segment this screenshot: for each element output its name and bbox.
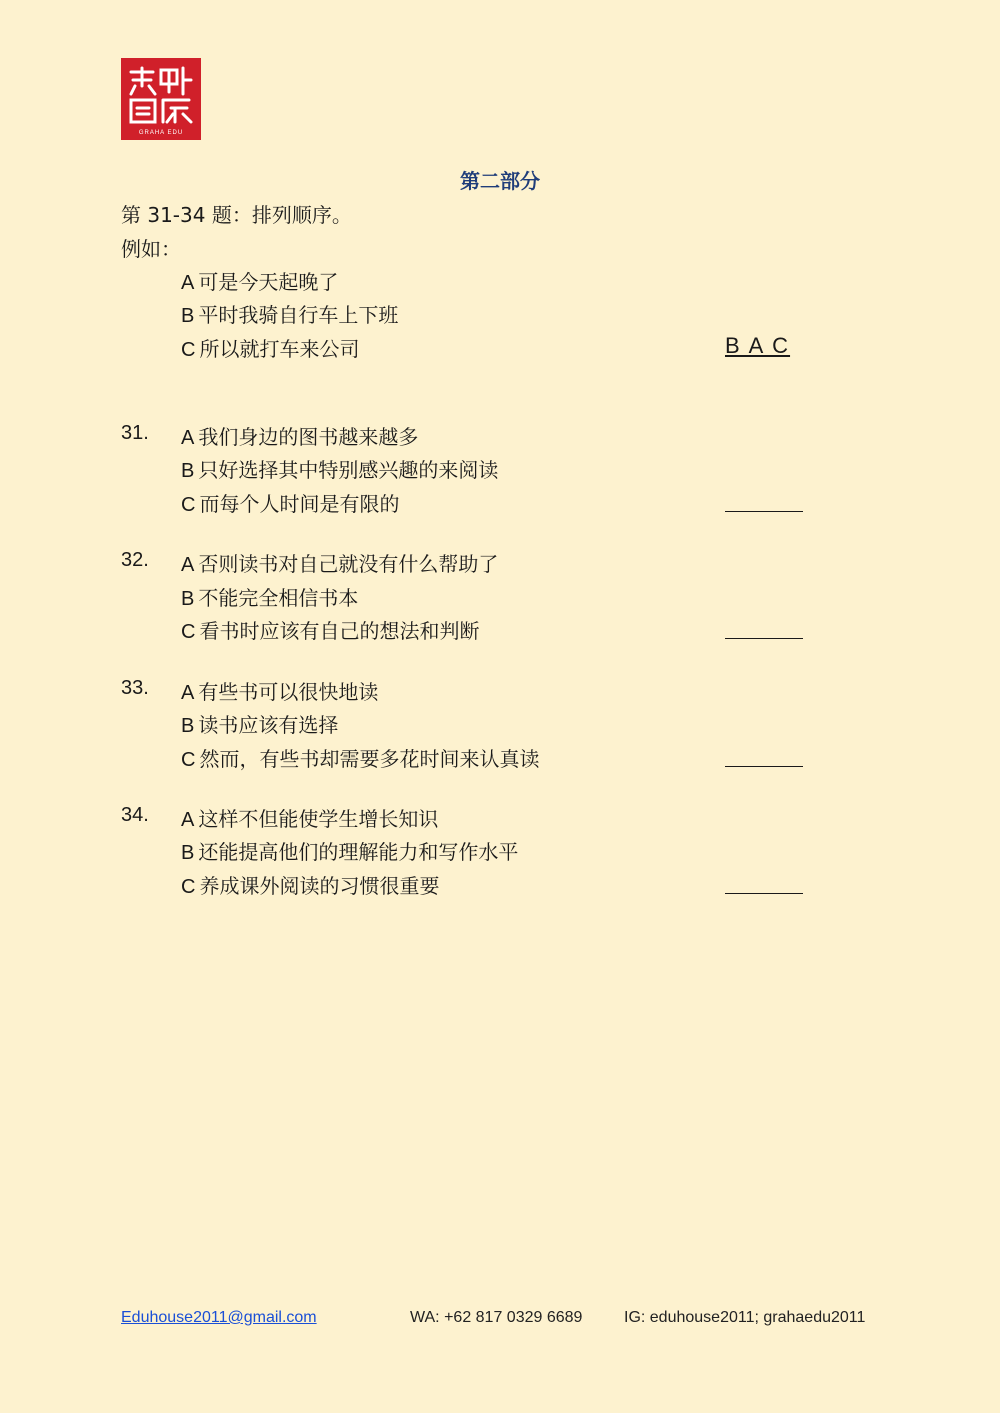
option-text: 这样不但能使学生增长知识 — [198, 807, 439, 831]
q34-option-c — [181, 870, 439, 899]
footer-whatsapp: WA: +62 817 0329 6689 — [410, 1309, 583, 1326]
option-text: 只好选择其中特别感兴趣的来阅读 — [198, 458, 499, 482]
example-label: 例如： — [121, 237, 181, 261]
option-text: 可是今天起晚了 — [198, 270, 339, 294]
question-number: 31. — [121, 422, 149, 444]
option-text: 平时我骑自行车上下班 — [198, 303, 399, 327]
section-title: 第二部分 — [460, 169, 540, 193]
option-letter: A — [181, 272, 195, 294]
option-text: 否则读书对自己就没有什么帮助了 — [198, 552, 499, 576]
q33-option-c — [181, 743, 539, 772]
q34-option-a — [181, 803, 438, 832]
q32-option-c — [181, 615, 479, 644]
example-option-b — [181, 299, 398, 328]
q32-option-b — [181, 582, 358, 611]
logo-seal-icon — [127, 64, 195, 126]
q31-option-a — [181, 421, 418, 450]
option-letter: B — [181, 305, 195, 327]
q33-option-a — [181, 676, 378, 705]
option-text: 我们身边的图书越来越多 — [198, 425, 419, 449]
option-letter: C — [181, 876, 196, 898]
option-text: 还能提高他们的理解能力和写作水平 — [198, 840, 519, 864]
q32-option-a — [181, 548, 498, 577]
question-number: 33. — [121, 677, 149, 699]
q31-option-c — [181, 488, 399, 517]
option-text: 看书时应该有自己的想法和判断 — [199, 619, 480, 643]
question-number: 34. — [121, 804, 149, 826]
option-letter: C — [181, 339, 196, 361]
q33-answer-blank[interactable] — [725, 766, 803, 767]
option-letter: B — [181, 842, 195, 864]
option-text: 养成课外阅读的习惯很重要 — [199, 874, 440, 898]
logo — [121, 58, 201, 140]
option-letter: A — [181, 427, 195, 449]
instruction: 第 31-34 题：排列顺序。 — [121, 203, 352, 227]
option-text: 有些书可以很快地读 — [198, 680, 379, 704]
q31-option-b — [181, 454, 498, 483]
example-answer: B A C — [725, 333, 791, 358]
footer-email-link[interactable]: Eduhouse2011@gmail.com — [121, 1309, 317, 1326]
option-letter: A — [181, 682, 195, 704]
q33-option-b — [181, 709, 338, 738]
option-text: 然而，有些书却需要多花时间来认真读 — [199, 747, 540, 771]
option-letter: B — [181, 460, 195, 482]
option-letter: A — [181, 809, 195, 831]
option-letter: C — [181, 494, 196, 516]
option-letter: C — [181, 749, 196, 771]
footer-instagram: IG: eduhouse2011; grahaedu2011 — [624, 1309, 866, 1326]
option-letter: A — [181, 554, 195, 576]
option-letter: C — [181, 621, 196, 643]
example-option-a — [181, 266, 338, 295]
option-text: 而每个人时间是有限的 — [199, 492, 400, 516]
q31-answer-blank[interactable] — [725, 511, 803, 512]
option-letter: B — [181, 715, 195, 737]
q32-answer-blank[interactable] — [725, 638, 803, 639]
example-option-c — [181, 333, 359, 362]
logo-text: GRAHA EDU — [138, 130, 184, 136]
question-number: 32. — [121, 549, 149, 571]
option-text: 读书应该有选择 — [198, 713, 339, 737]
option-letter: B — [181, 588, 195, 610]
option-text: 所以就打车来公司 — [199, 337, 360, 361]
q34-answer-blank[interactable] — [725, 893, 803, 894]
option-text: 不能完全相信书本 — [198, 586, 359, 610]
q34-option-b — [181, 836, 518, 865]
